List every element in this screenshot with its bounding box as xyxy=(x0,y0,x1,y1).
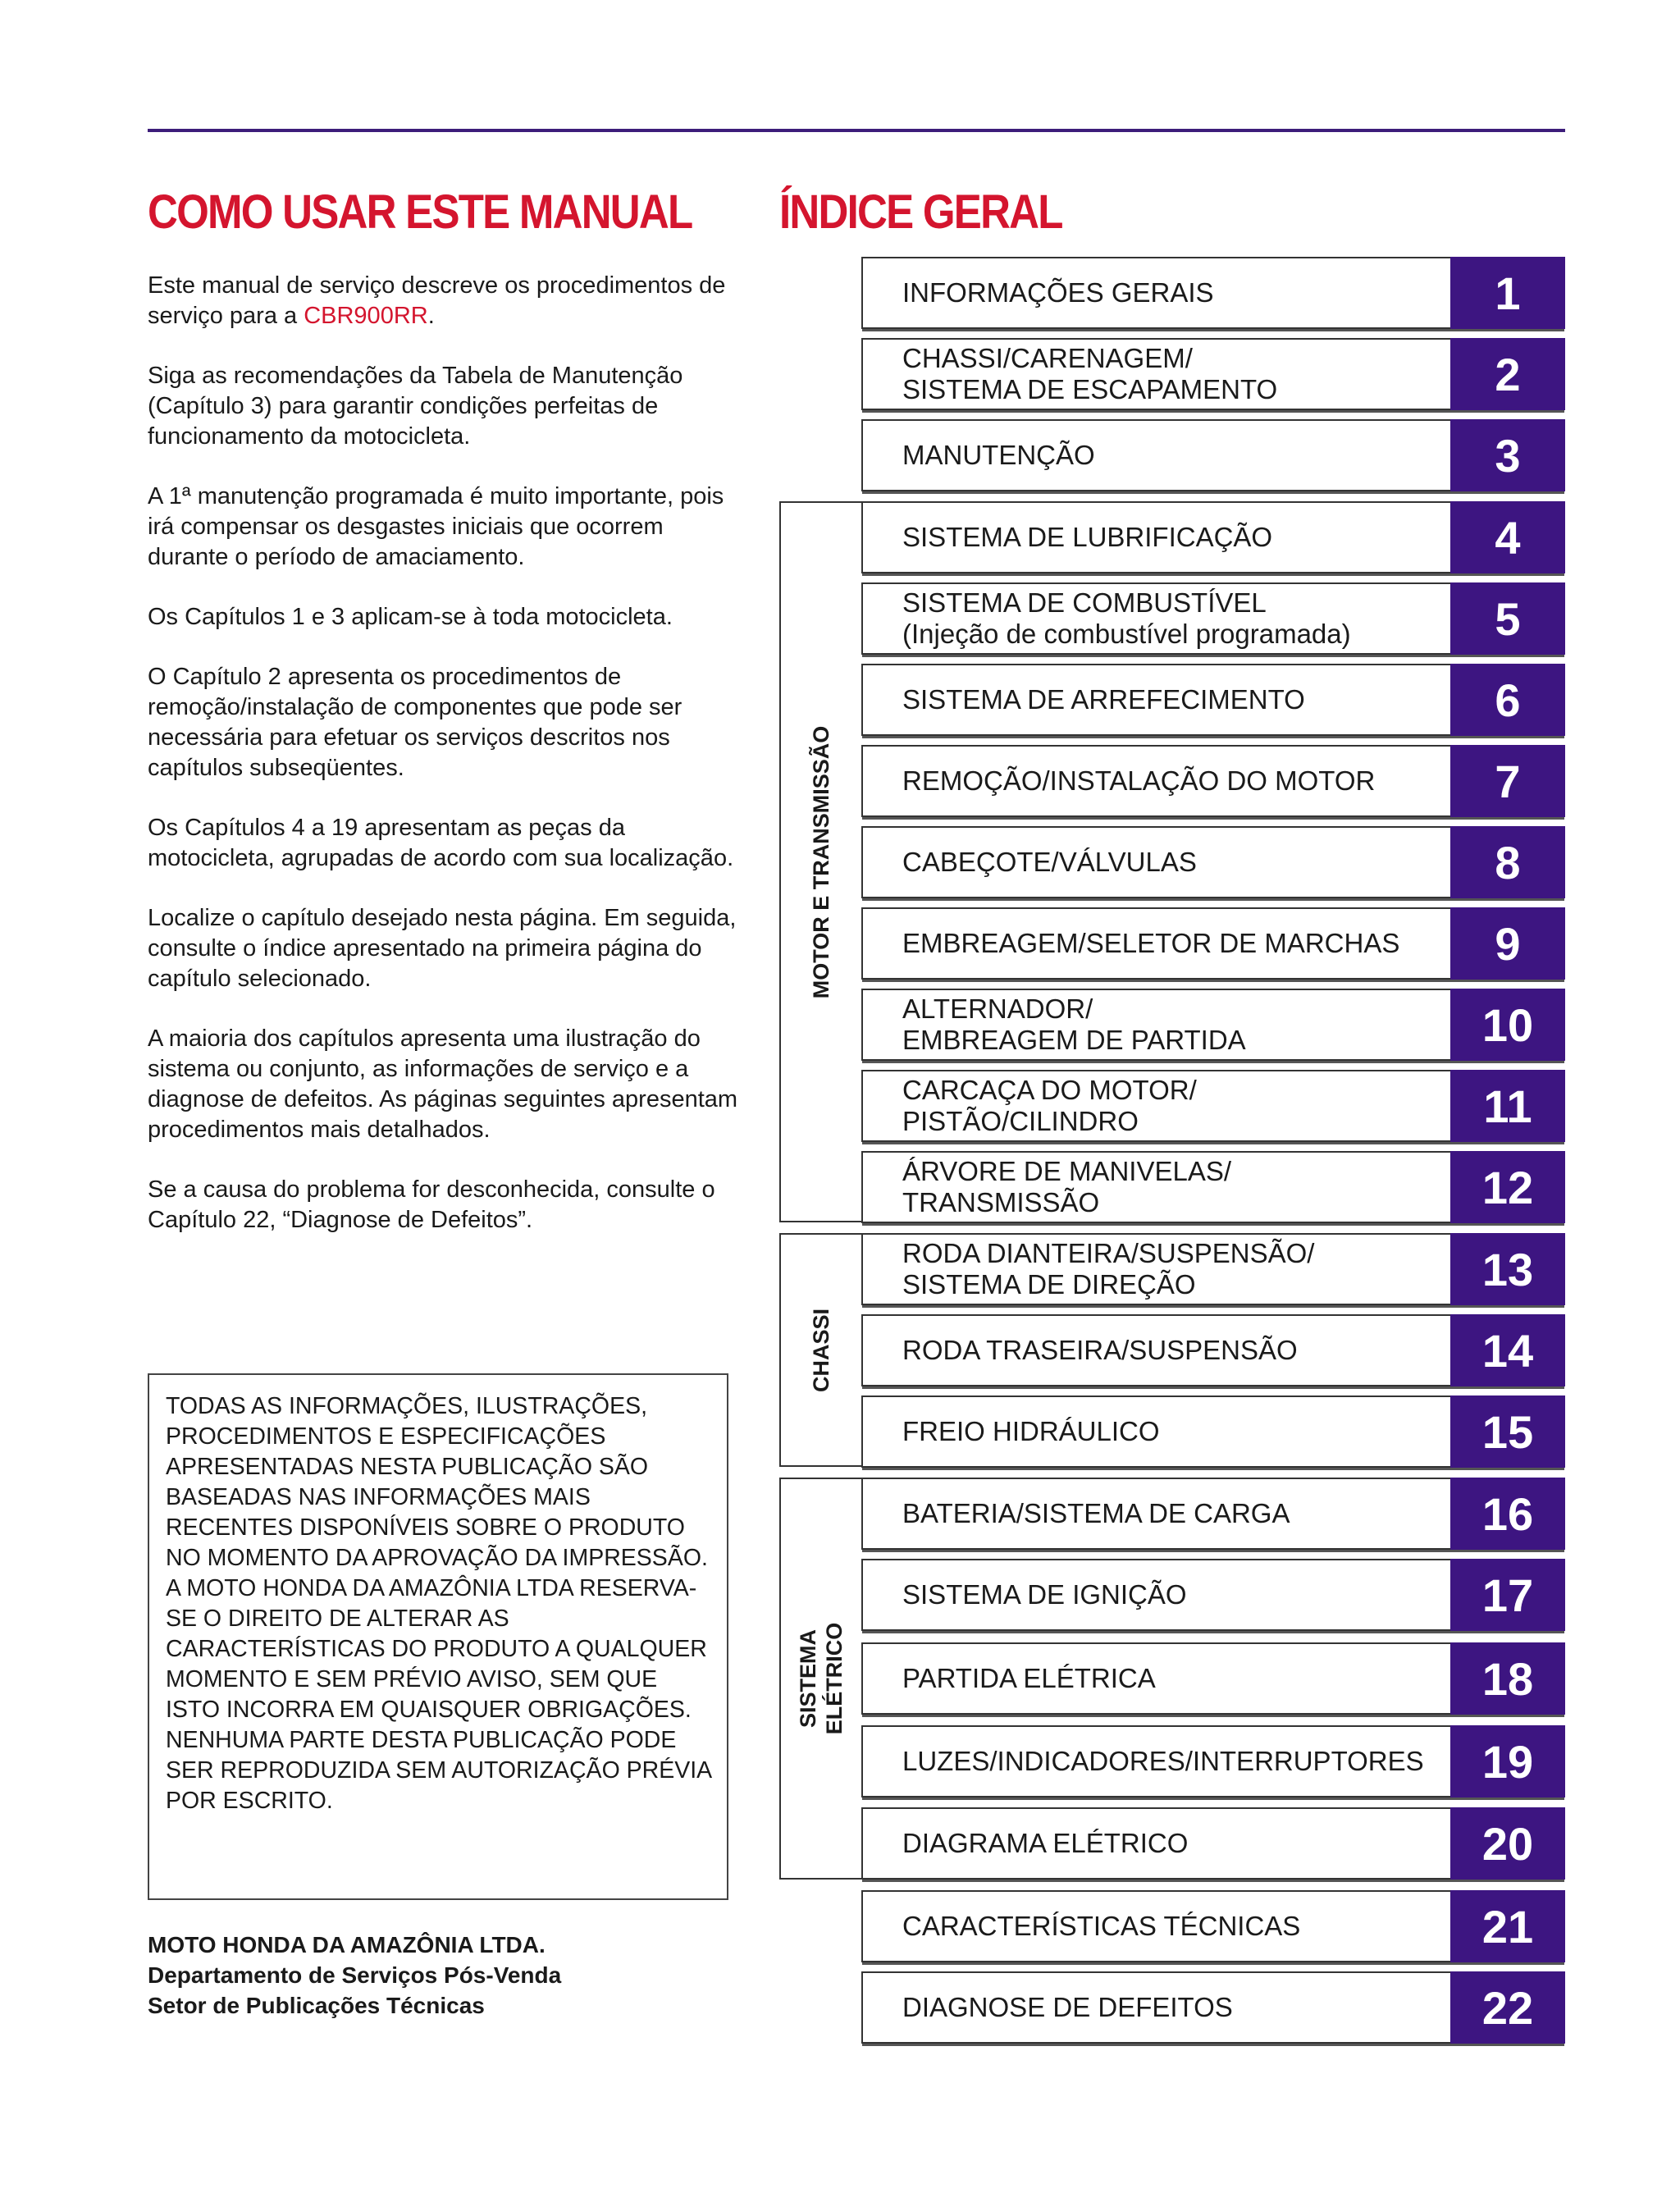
chapter-title-line: CARACTERÍSTICAS TÉCNICAS xyxy=(902,1911,1301,1941)
chapter-10[interactable] xyxy=(861,989,1565,1061)
disclaimer-text: NENHUMA PARTE DESTA PUBLICAÇÃO PODE SER REPRODUZIDA SEM AUTORIZAÇÃO PRÉVIA POR ESCRITO. xyxy=(166,1727,711,1814)
chapter-19[interactable] xyxy=(861,1725,1565,1797)
chapter-title xyxy=(902,828,1439,897)
chapter-7[interactable] xyxy=(861,745,1565,817)
chapter-title xyxy=(902,1809,1439,1878)
intro-text: Este manual de serviço descreve os procedimentos de serviço para a xyxy=(148,272,726,329)
chapter-17[interactable] xyxy=(861,1559,1565,1631)
chapter-title xyxy=(902,990,1439,1059)
chapter-number-tab: 10 xyxy=(1450,989,1565,1061)
chapter-title xyxy=(902,1727,1439,1796)
chapter-title-line: SISTEMA DE LUBRIFICAÇÃO xyxy=(902,522,1273,552)
chapter-title-line: MANUTENÇÃO xyxy=(902,440,1095,470)
group-label-line: CHASSI xyxy=(809,1308,833,1392)
disclaimer-box xyxy=(148,1373,728,1900)
chapter-number-tab: 18 xyxy=(1450,1642,1565,1715)
model-name: CBR900RR xyxy=(304,303,428,329)
chapter-title xyxy=(902,1235,1439,1304)
chapter-22[interactable] xyxy=(861,1971,1565,2044)
chapter-title xyxy=(902,1560,1439,1629)
paragraph: A 1ª manutenção programada é muito importante, pois irá compensar os desgastes iniciais que ocorrem durante o período de amaciamento. xyxy=(148,483,724,570)
index-heading: ÍNDICE GERAL xyxy=(779,185,1062,239)
chapter-title xyxy=(902,1153,1439,1222)
chapter-6[interactable] xyxy=(861,664,1565,736)
chapter-5[interactable] xyxy=(861,582,1565,655)
group-chassis xyxy=(779,1233,861,1467)
chapter-title xyxy=(902,421,1439,490)
chapter-13[interactable] xyxy=(861,1233,1565,1305)
chapter-title-line: PARTIDA ELÉTRICA xyxy=(902,1663,1156,1693)
chapter-title-line: CABEÇOTE/VÁLVULAS xyxy=(902,847,1197,877)
group-label-line: MOTOR E TRANSMISSÃO xyxy=(809,725,833,998)
group-label-chassis xyxy=(808,1308,834,1391)
group-label-line: ELÉTRICO xyxy=(822,1622,847,1735)
chapter-number-tab: 2 xyxy=(1450,338,1565,410)
chapter-20[interactable] xyxy=(861,1807,1565,1880)
chapter-title xyxy=(902,340,1439,409)
chapter-title xyxy=(902,1644,1439,1713)
paragraph: A maioria dos capítulos apresenta uma ilustração do sistema ou conjunto, as informações de serviço e a diagnose de defeitos. As páginas seguintes apresentam procedimentos mais detalhados. xyxy=(148,1025,738,1143)
chapter-title-line: EMBREAGEM DE PARTIDA xyxy=(902,1025,1246,1055)
chapter-1[interactable] xyxy=(861,257,1565,329)
chapter-3[interactable] xyxy=(861,419,1565,491)
chapter-title xyxy=(902,258,1439,327)
chapter-number-tab: 8 xyxy=(1450,826,1565,898)
manual-heading: COMO USAR ESTE MANUAL xyxy=(148,185,692,239)
chapter-title-line: FREIO HIDRÁULICO xyxy=(902,1416,1160,1446)
chapter-number-tab: 12 xyxy=(1450,1151,1565,1223)
chapter-16[interactable] xyxy=(861,1478,1565,1550)
chapter-number-tab: 22 xyxy=(1450,1971,1565,2044)
group-label-electrical xyxy=(795,1623,847,1735)
chapter-number-tab: 4 xyxy=(1450,501,1565,573)
paragraph: Os Capítulos 4 a 19 apresentam as peças da motocicleta, agrupadas de acordo com sua localização. xyxy=(148,815,734,871)
chapter-number-tab: 21 xyxy=(1450,1890,1565,1962)
chapter-title-line: DIAGRAMA ELÉTRICO xyxy=(902,1828,1189,1858)
chapter-number-tab: 20 xyxy=(1450,1807,1565,1880)
group-label-engine xyxy=(808,725,834,998)
chapter-title-line: CARCAÇA DO MOTOR/ xyxy=(902,1075,1197,1105)
group-engine xyxy=(779,501,861,1222)
chapter-4[interactable] xyxy=(861,501,1565,573)
chapter-title xyxy=(902,503,1439,572)
instructions-column xyxy=(148,271,738,1265)
chapter-title xyxy=(902,665,1439,734)
chapter-number-tab: 11 xyxy=(1450,1070,1565,1142)
chapter-title xyxy=(902,1973,1439,2042)
chapter-title xyxy=(902,747,1439,815)
chapter-number-tab: 1 xyxy=(1450,257,1565,329)
chapter-title xyxy=(902,1316,1439,1385)
chapter-title-line: (Injeção de combustível programada) xyxy=(902,619,1351,649)
publisher-sector: Setor de Publicações Técnicas xyxy=(148,1993,485,2018)
chapter-number-tab: 14 xyxy=(1450,1314,1565,1386)
chapter-12[interactable] xyxy=(861,1151,1565,1223)
chapter-title-line: TRANSMISSÃO xyxy=(902,1187,1100,1217)
chapter-number-tab: 15 xyxy=(1450,1395,1565,1468)
chapter-title-line: SISTEMA DE ESCAPAMENTO xyxy=(902,374,1278,404)
chapter-title xyxy=(902,1479,1439,1548)
publisher-name: MOTO HONDA DA AMAZÔNIA LTDA. xyxy=(148,1932,546,1957)
chapter-9[interactable] xyxy=(861,907,1565,980)
chapter-title xyxy=(902,584,1439,653)
chapter-14[interactable] xyxy=(861,1314,1565,1386)
chapter-number-tab: 17 xyxy=(1450,1559,1565,1631)
chapter-2[interactable] xyxy=(861,338,1565,410)
chapter-title-line: SISTEMA DE DIREÇÃO xyxy=(902,1269,1196,1300)
chapter-title xyxy=(902,1892,1439,1961)
chapter-title-line: EMBREAGEM/SELETOR DE MARCHAS xyxy=(902,928,1400,958)
chapter-title-line: SISTEMA DE ARREFECIMENTO xyxy=(902,684,1305,715)
publisher-block xyxy=(148,1930,738,2021)
chapter-15[interactable] xyxy=(861,1395,1565,1468)
chapter-title-line: REMOÇÃO/INSTALAÇÃO DO MOTOR xyxy=(902,765,1376,796)
chapter-title-line: INFORMAÇÕES GERAIS xyxy=(902,277,1214,308)
chapter-title xyxy=(902,909,1439,978)
disclaimer-text: A MOTO HONDA DA AMAZÔNIA LTDA RESERVA-SE O DIREITO DE ALTERAR AS CARACTERÍSTICAS DO PRODUTO A QUALQUER MOMENTO E SEM PRÉVIO AVISO, SEM QUE ISTO INCORRA EM QUAISQUER OBRIGAÇÕES. xyxy=(166,1575,707,1723)
paragraph: Os Capítulos 1 e 3 aplicam-se à toda motocicleta. xyxy=(148,604,673,630)
chapter-title-line: RODA TRASEIRA/SUSPENSÃO xyxy=(902,1335,1298,1365)
chapter-number-tab: 19 xyxy=(1450,1725,1565,1797)
chapter-title xyxy=(902,1071,1439,1140)
chapter-title xyxy=(902,1397,1439,1466)
chapter-11[interactable] xyxy=(861,1070,1565,1142)
chapter-title-line: LUZES/INDICADORES/INTERRUPTORES xyxy=(902,1746,1424,1776)
chapter-21[interactable] xyxy=(861,1890,1565,1962)
paragraph: Se a causa do problema for desconhecida, consulte o Capítulo 22, “Diagnose de Defeitos”. xyxy=(148,1176,715,1233)
intro-end: . xyxy=(427,303,435,329)
intro-paragraph xyxy=(148,271,738,331)
chapter-number-tab: 5 xyxy=(1450,582,1565,655)
chapter-title-line: DIAGNOSE DE DEFEITOS xyxy=(902,1992,1233,2022)
chapter-title-line: CHASSI/CARENAGEM/ xyxy=(902,343,1193,373)
chapter-title-line: SISTEMA DE COMBUSTÍVEL xyxy=(902,587,1267,618)
chapter-number-tab: 13 xyxy=(1450,1233,1565,1305)
paragraph: O Capítulo 2 apresenta os procedimentos de remoção/instalação de componentes que pode ser necessária para efetuar os serviços descritos nos capítulos subseqüentes. xyxy=(148,664,682,781)
chapter-title-line: ALTERNADOR/ xyxy=(902,994,1093,1024)
chapter-title-line: RODA DIANTEIRA/SUSPENSÃO/ xyxy=(902,1238,1315,1268)
group-label-line: SISTEMA xyxy=(796,1628,820,1729)
group-electrical xyxy=(779,1478,861,1880)
disclaimer-text: TODAS AS INFORMAÇÕES, ILUSTRAÇÕES, PROCEDIMENTOS E ESPECIFICAÇÕES APRESENTADAS NESTA PUBLICAÇÃO SÃO BASEADAS NAS INFORMAÇÕES MAIS RECENTES DISPONÍVEIS SOBRE O PRODUTO NO MOMENTO DA APROVAÇÃO DA IMPRESSÃO. xyxy=(166,1393,708,1571)
chapter-8[interactable] xyxy=(861,826,1565,898)
chapter-title-line: ÁRVORE DE MANIVELAS/ xyxy=(902,1156,1232,1186)
chapter-title-line: BATERIA/SISTEMA DE CARGA xyxy=(902,1498,1290,1528)
paragraph: Siga as recomendações da Tabela de Manutenção (Capítulo 3) para garantir condições perfeitas de funcionamento da motocicleta. xyxy=(148,363,683,450)
paragraph: Localize o capítulo desejado nesta página. Em seguida, consulte o índice apresentado na primeira página do capítulo selecionado. xyxy=(148,905,737,992)
top-rule xyxy=(148,129,1565,132)
publisher-department: Departamento de Serviços Pós-Venda xyxy=(148,1962,562,1988)
chapter-number-tab: 16 xyxy=(1450,1478,1565,1550)
chapter-number-tab: 7 xyxy=(1450,745,1565,817)
chapter-number-tab: 3 xyxy=(1450,419,1565,491)
chapter-title-line: PISTÃO/CILINDRO xyxy=(902,1106,1139,1136)
chapter-number-tab: 9 xyxy=(1450,907,1565,980)
chapter-title-line: SISTEMA DE IGNIÇÃO xyxy=(902,1579,1187,1610)
chapter-number-tab: 6 xyxy=(1450,664,1565,736)
chapter-18[interactable] xyxy=(861,1642,1565,1715)
